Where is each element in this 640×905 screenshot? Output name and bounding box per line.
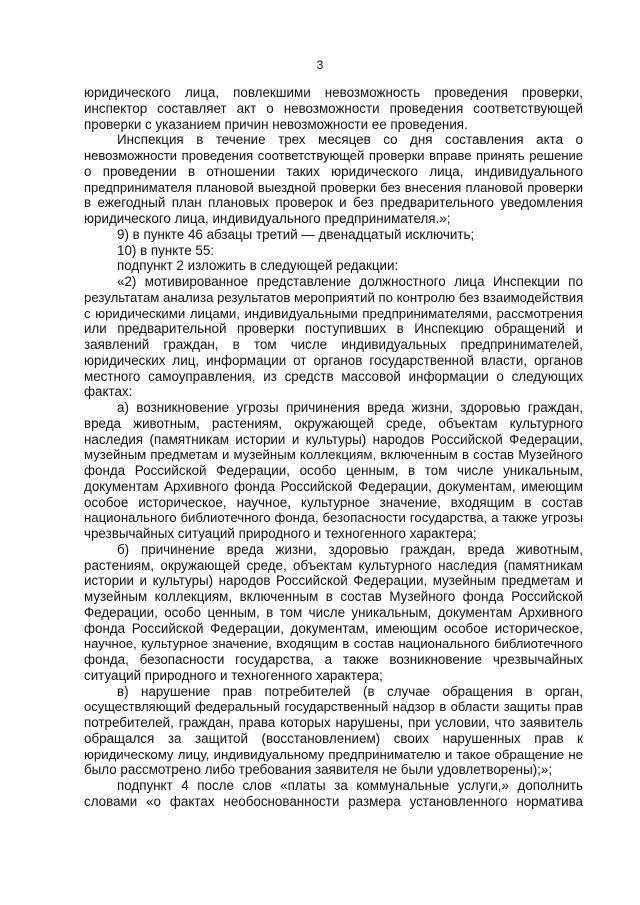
text-line: музейным коллекциям, включенным в состав Музейного фонда Российской bbox=[84, 589, 583, 604]
text-line: или предварительной проверки поступивших в Инспекцию обращений и bbox=[84, 321, 583, 337]
text-line: инспектор составляет акт о невозможности проведения соответствующей bbox=[84, 100, 583, 116]
text-line: юридического лица, повлекшими невозможность проведения проверки, bbox=[84, 85, 583, 100]
text-line: в) нарушение прав потребителей (в случае обращения в орган, bbox=[117, 683, 583, 699]
text-line: фонда, безопасности государства, а также возникновение чрезвычайных bbox=[84, 652, 583, 667]
text-line: а) возникновение угрозы причинения вреда жизни, здоровью граждан, bbox=[117, 400, 583, 415]
text-line: юридических лиц, информации от органов государственной власти, органов bbox=[84, 352, 583, 368]
text-line: заявлений граждан, в том числе индивидуальных предпринимателей, bbox=[84, 337, 583, 352]
text-line: в ежегодный план плановых проверок и без предварительного уведомления bbox=[84, 195, 583, 211]
text-line: фактах: bbox=[84, 384, 133, 400]
text-line: растениям, окружающей среде, объектам культурного наследия (памятникам bbox=[84, 557, 583, 573]
text-line: 10) в пункте 55: bbox=[117, 242, 215, 258]
text-line: обращался за защитой (восстановлением) своих нарушенных прав к bbox=[84, 730, 583, 746]
text-line: чрезвычайных ситуаций природного и техногенного характера; bbox=[84, 526, 477, 541]
text-line: документам Архивного фонда Российской Федерации, документам, имеющим bbox=[84, 478, 583, 494]
document-body bbox=[84, 85, 583, 810]
text-line: словами «о фактах необоснованности размера установленного норматива bbox=[84, 793, 583, 809]
text-line: 9) в пункте 46 абзацы третий — двенадцатый исключить; bbox=[117, 226, 475, 242]
text-line: предпринимателя плановой выездной проверки без внесения плановой проверки bbox=[84, 179, 583, 195]
text-line: Федерации, особо ценным, в том числе уникальным, документам Архивного bbox=[84, 604, 583, 620]
text-line: о проведении в отношении таких юридического лица, индивидуального bbox=[84, 163, 583, 179]
text-line: невозможности проведения соответствующей проверки вправе принять решение bbox=[84, 148, 583, 163]
text-line: с юридическими лицами, индивидуальными предпринимателями, рассмотрения bbox=[84, 305, 583, 321]
text-line: фонда Российской Федерации, документам, имеющим особое историческое, bbox=[84, 620, 583, 636]
text-line: «2) мотивированное представление должностного лица Инспекции по bbox=[117, 274, 583, 289]
text-line: истории и культуры) народов Российской Федерации, музейным предметам и bbox=[84, 573, 583, 589]
text-line: осуществляющий федеральный государственный надзор в области защиты прав bbox=[84, 699, 583, 715]
text-line: музейным предметам и музейным коллекциям, включенным в состав Музейного bbox=[84, 447, 583, 463]
page-number: 3 bbox=[316, 58, 324, 72]
text-line: было рассмотрено либо требования заявителя не были удовлетворены);»; bbox=[84, 762, 553, 778]
text-line: научное, культурное значение, входящим в состав национального библиотечного bbox=[84, 636, 583, 652]
text-line: фонда Российской Федерации, особо ценным, в том числе уникальным, bbox=[84, 463, 583, 478]
text-line: подпункт 2 изложить в следующей редакции: bbox=[117, 258, 399, 274]
text-line: потребителей, граждан, права которых нарушены, при условии, что заявитель bbox=[84, 715, 583, 730]
text-line: наследия (памятникам истории и культуры) народов Российской Федерации, bbox=[84, 431, 583, 447]
text-line: результатам анализа результатов мероприятий по контролю без взаимодействия bbox=[84, 289, 584, 305]
text-line: юридического лица, индивидуального предпринимателя.»; bbox=[84, 211, 451, 226]
text-line: местного самоуправления, из средств массовой информации о следующих bbox=[84, 368, 583, 384]
text-line: подпункт 4 после слов «платы за коммунальные услуги,» дополнить bbox=[117, 778, 583, 793]
text-line: проверки с указанием причин невозможности ее проведения. bbox=[84, 116, 468, 132]
text-line: ситуаций природного и техногенного характера; bbox=[84, 667, 383, 683]
text-line: особое историческое, научное, культурное значение, входящим в состав bbox=[84, 494, 583, 510]
text-line: вреда животным, растениям, окружающей среде, объектам культурного bbox=[84, 415, 583, 431]
text-line: б) причинение вреда жизни, здоровью граждан, вреда животным, bbox=[117, 541, 583, 557]
text-line: Инспекция в течение трех месяцев со дня составления акта о bbox=[117, 132, 583, 148]
text-line: национального библиотечного фонда, безопасности государства, а также угрозы bbox=[84, 510, 583, 526]
text-line: юридическому лицу, индивидуальному предпринимателю и такое обращение не bbox=[84, 746, 583, 762]
